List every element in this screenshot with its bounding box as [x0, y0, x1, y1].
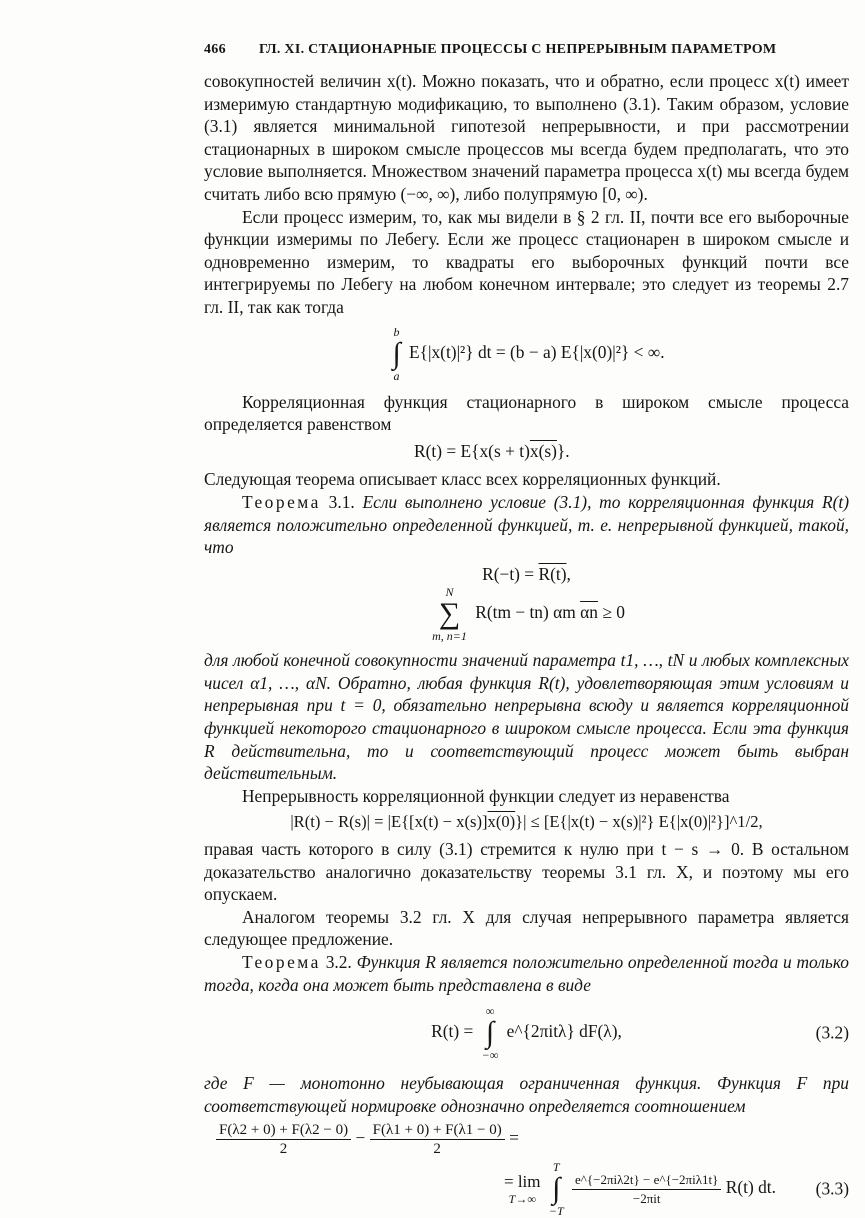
equation-3-3: = lim T→∞ T ∫ −T $\frac{\text{e\textasciicircum{}\{−2πiλ2t\} − e\textasciicircum{}\{−2πiλ1t\}}}{\text{−2πit}}$ R(t) dt. (3.3)	[504, 1160, 849, 1218]
theorem-number: 3.2.	[325, 952, 352, 972]
paragraph-analog: Аналогом теоремы 3.2 гл. X для случая непрерывного параметра является следующее предложение.	[204, 906, 849, 950]
integral-sign-icon: ∫	[552, 1172, 561, 1206]
integral-upper-limit: b	[393, 324, 400, 339]
theorem-3-1-continuation: для любой конечной совокупности значений параметра t1, …, tN и любых комплексных чисел α1, …, αN. Обратно, любая функция R(t), удовлетворяющая этим условиям и непрерывная при t = 0, обязательно непрерывна всюду и является корреляционной функцией некоторого стационарного в широком смысле процесса. Если эта функция R действительна, то и соответствующий процесс может быть выбран действительным.	[204, 650, 849, 784]
integral-lower-limit: −T	[548, 1204, 564, 1218]
text-body	[204, 70, 849, 1218]
theorem-3-1	[204, 491, 849, 559]
equation-body: E{|x(t)|²} dt = (b − a) E{|x(0)|²} < ∞.	[409, 341, 665, 362]
paragraph-measurability: Если процесс измерим, то, как мы видели в § 2 гл. II, почти все его выборочные функции измеримы по Лебегу. Если же процесс стационарен в широком смысле и одновременно измерим, то квадраты его выборочных функций почти все интегрируемы по Лебегу на любом конечном интервале; это следует из теоремы 2.7 гл. II, так как тогда	[204, 206, 849, 317]
equation-jump-lhs: $\frac{F(\lambda 2 + 0) + F(\lambda 2 - 0)}{2}$ − $\frac{F(\lambda 1 + 0) + F(\lambda 1 - 0)}{2}$ =	[216, 1121, 849, 1158]
sum-sign-icon: ∑	[438, 597, 461, 631]
paragraph-theorem-intro: Следующая теорема описывает класс всех корреляционных функций.	[204, 469, 721, 490]
equation-number: (3.2)	[815, 1022, 849, 1043]
running-header	[204, 42, 844, 64]
equation-positive-definite: N ∑ m, n=1 R(tm − tn) αm $\overline{\alpha n} \ge 0$	[432, 585, 625, 644]
integral-lower-limit: −∞	[481, 1048, 499, 1063]
chapter-title: ГЛ. XI. СТАЦИОНАРНЫЕ ПРОЦЕССЫ С НЕПРЕРЫВНЫМ ПАРАМЕТРОМ	[259, 42, 777, 57]
paragraph-continuation: совокупностей величин x(t). Можно показать, что и обратно, если процесс x(t) имеет измеримую стандартную модификацию, то выполнено (3.1). Таким образом, условие (3.1) является минимальной гипотезой непрерывности, и при рассмотрении стационарных в широком смысле процессов мы всегда будем предполагать, что это условие выполняется. Множеством значений параметра процесса x(t) мы всегда будем считать либо всю прямую (−∞, ∞), либо полупрямую [0, ∞).	[204, 71, 849, 204]
equation-3-2: R(t) = ∞ ∫ −∞ e^{2πitλ} dF(λ), (3.2)	[431, 1004, 849, 1063]
theorem-3-2-continuation: где F — монотонно неубывающая ограниченная функция. Функция F при соответствующей нормировке однозначно определяется соотношением	[204, 1073, 849, 1116]
sum-lower-limit: m, n=1	[432, 629, 467, 644]
theorem-label: Теорема	[242, 952, 321, 972]
equation-correlation: R(t) = E{x(s + t)x(s)}.	[414, 440, 570, 461]
equation-number: (3.3)	[815, 1179, 849, 1200]
theorem-3-2	[204, 951, 849, 996]
integral-lower-limit: a	[393, 368, 400, 383]
paragraph-continuity: Непрерывность корреляционной функции следует из неравенства	[242, 785, 730, 806]
equation-inequality: |R(t) − R(s)| = |E{[x(t) − x(s)]x(0)}| ≤ [E{|x(t) − x(s)|²} E{|x(0)|²}]^1/2,	[290, 812, 763, 832]
theorem-statement: Функция R является положительно определенной тогда и только тогда, когда она может быть представлена в виде	[204, 952, 849, 995]
integral-sign-icon: ∫	[392, 336, 401, 370]
equation-hermitian: R(−t) = R(t),	[482, 563, 571, 584]
integral-sign-icon: ∫	[485, 1016, 495, 1050]
integral-upper-limit: ∞	[485, 1004, 495, 1019]
equation-integral-bound	[204, 325, 849, 383]
theorem-label: Теорема	[242, 491, 321, 512]
paragraph-correlation-def: Корреляционная функция стационарного в широком смысле процесса определяется равенством	[204, 391, 849, 435]
paragraph-proof-note: правая часть которого в силу (3.1) стремится к нулю при t − s → 0. В остальном доказательство аналогично доказательству теоремы 3.1 гл. X, и поэтому мы его опускаем.	[204, 839, 849, 905]
integral-upper-limit: T	[552, 1160, 560, 1175]
sum-upper-limit: N	[445, 585, 454, 600]
page-number: 466	[204, 42, 226, 57]
theorem-number: 3.1.	[328, 491, 355, 512]
theorem-statement: Если выполнено условие (3.1), то корреляционная функция R(t) является положительно определенной функцией, т. е. непрерывной функцией, такой, что	[204, 491, 850, 558]
